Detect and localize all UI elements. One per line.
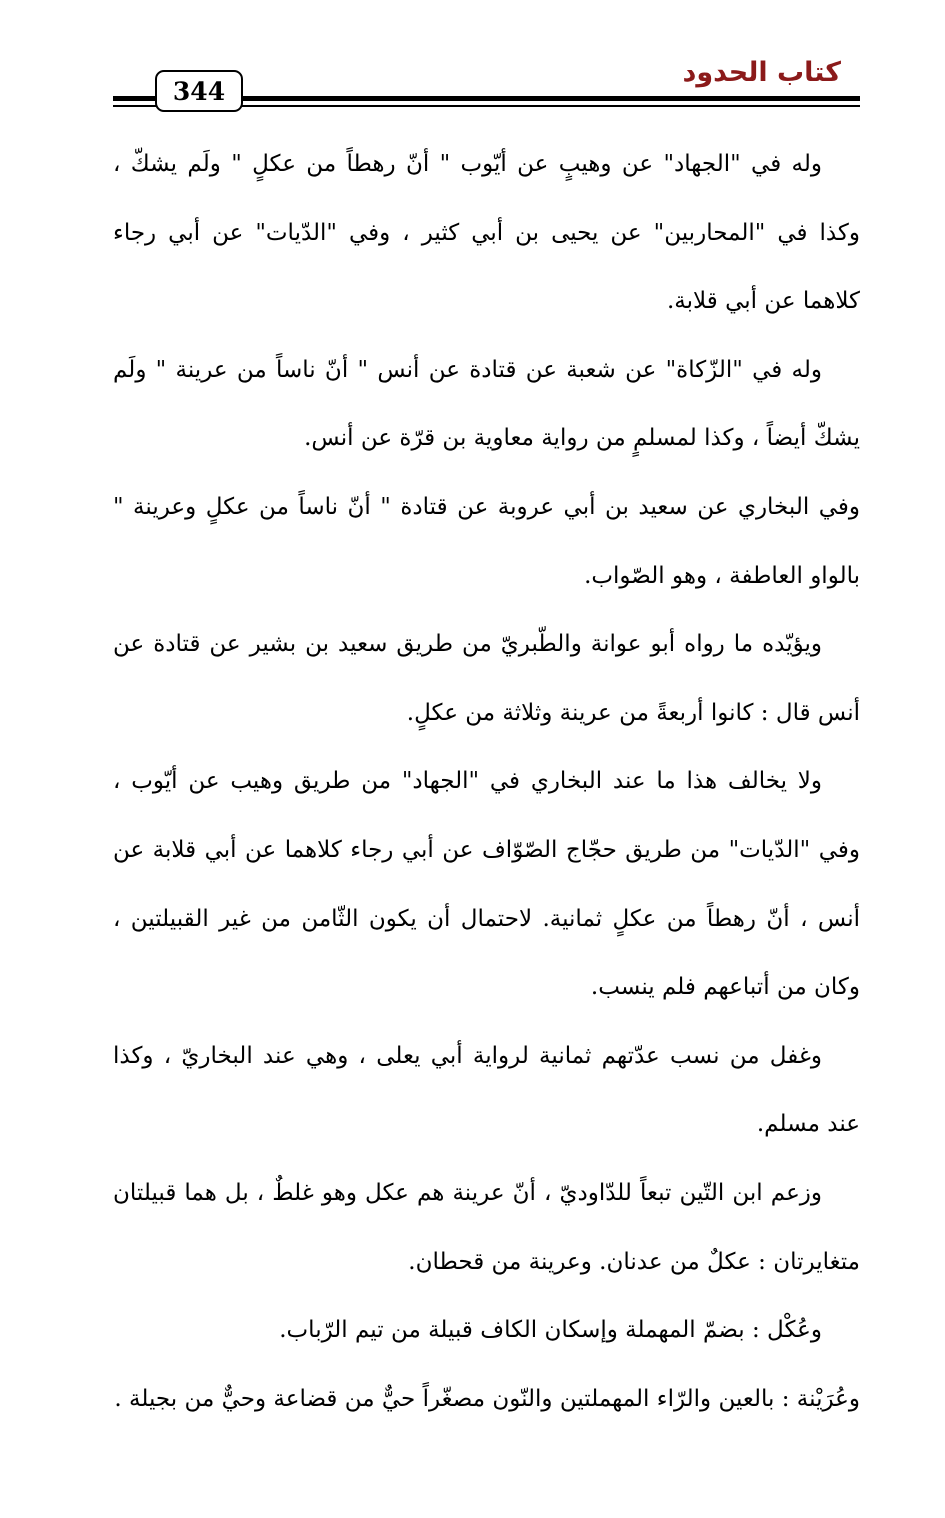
- body-text: [113, 130, 860, 1433]
- paragraph: وله في "الجهاد" عن وهيبٍ عن أيّوب " أنّ رهطاً من عكلٍ " ولَم يشكّ ، وكذا في "المحاربين" عن يحيى بن أبي كثير ، وفي "الدّيات" عن أبي رجاء كلاهما عن أبي قلابة.: [113, 151, 860, 315]
- paragraph: ولا يخالف هذا ما عند البخاري في "الجهاد" من طريق وهيب عن أيّوب ، وفي "الدّيات" من طريق حجّاج الصّوّاف عن أبي رجاء كلاهما عن أبي قلابة عن أنس ، أنّ رهطاً من عكلٍ ثمانية. لاحتمال أن يكون الثّامن من غير القبيلتين ، وكان من أتباعهم فلم ينسب.: [113, 768, 860, 1001]
- paragraph: وعُرَيْنة : بالعين والرّاء المهملتين والنّون مصغّراً حيٌّ من قضاعة وحيٌّ من بجيلة .: [114, 1385, 860, 1412]
- book-title: كتاب الحدود: [682, 57, 841, 88]
- page-number: 344: [155, 70, 243, 112]
- paragraph: وفي البخاري عن سعيد بن أبي عروبة عن قتادة " أنّ ناساً من عكلٍ وعرينة " بالواو العاطفة ، وهو الصّواب.: [113, 493, 861, 589]
- paragraph: وعُكْل : بضمّ المهملة وإسكان الكاف قبيلة من تيم الرّباب.: [279, 1317, 822, 1344]
- paragraph: وغفل من نسب عدّتهم ثمانية لرواية أبي يعلى ، وهي عند البخاريّ ، وكذا عند مسلم.: [113, 1042, 860, 1138]
- paragraph: وزعم ابن التّين تبعاً للدّاوديّ ، أنّ عرينة هم عكل وهو غلطٌ ، بل هما قبيلتان متغايرتان : عكلٌ من عدنان. وعرينة من قحطان.: [113, 1179, 860, 1275]
- paragraph: ويؤيّده ما رواه أبو عوانة والطّبريّ من طريق سعيد بن بشير عن قتادة عن أنس قال : كانوا أربعةً من عرينة وثلاثة من عكلٍ.: [113, 631, 860, 726]
- paragraph: وله في "الزّكاة" عن شعبة عن قتادة عن أنس " أنّ ناساً من عرينة " ولَم يشكّ أيضاً ، وكذا لمسلمٍ من رواية معاوية بن قرّة عن أنس.: [113, 356, 860, 452]
